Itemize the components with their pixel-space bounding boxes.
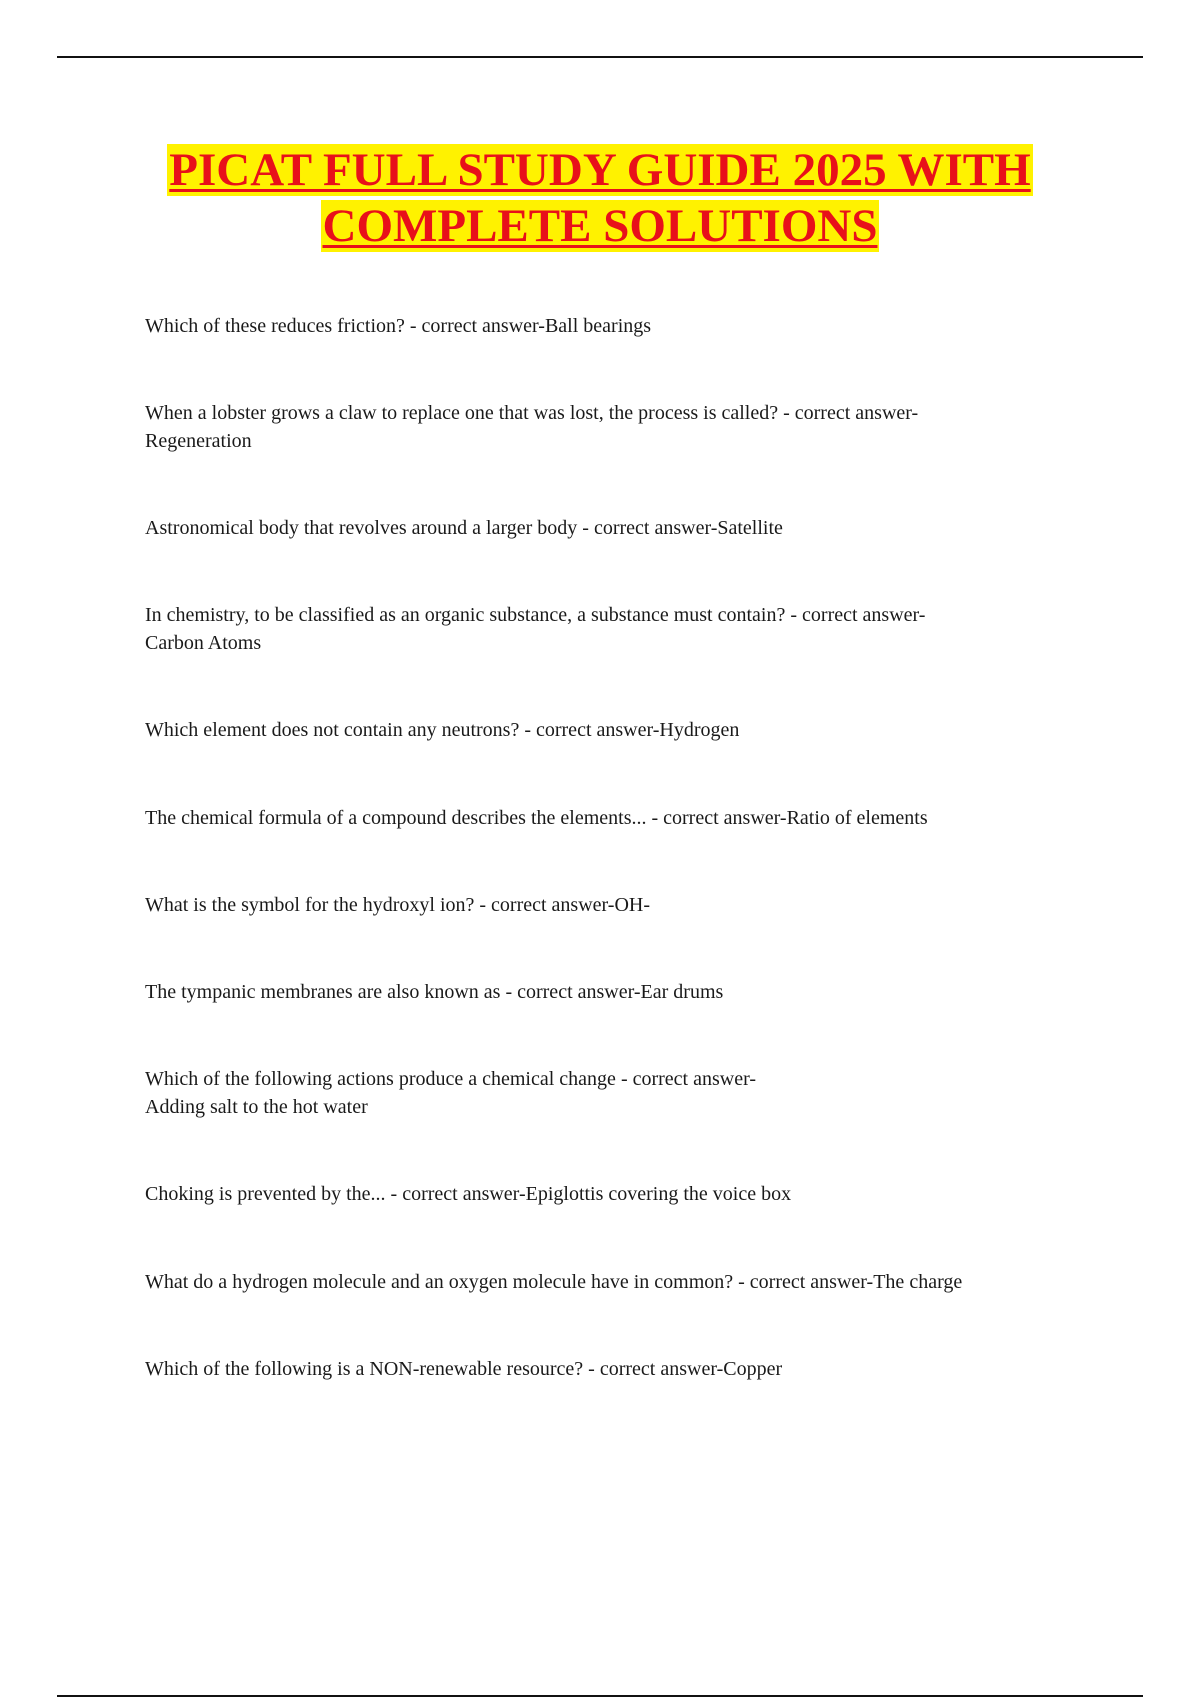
qa-item-3: [145, 514, 1085, 542]
answer-text: OH-: [614, 894, 651, 916]
question-text: Which of these reduces friction?: [145, 315, 405, 337]
answer-text: Hydrogen: [659, 719, 740, 741]
qa-item-10: [145, 1180, 1085, 1208]
question-text: Choking is prevented by the...: [145, 1183, 386, 1205]
qa-item-2: [145, 399, 1085, 455]
answer-separator: - correct answer-: [646, 807, 787, 829]
answer-separator: - correct answer-: [500, 981, 641, 1003]
answer-separator: - correct answer-: [733, 1271, 874, 1293]
top-rule: [57, 56, 1143, 58]
answer-text: The charge: [873, 1271, 963, 1293]
answer-text: Ear drums: [640, 981, 724, 1003]
question-text: Which of the following actions produce a chemical change: [145, 1068, 616, 1090]
question-text: What is the symbol for the hydroxyl ion?: [145, 894, 475, 916]
title-line-1: PICAT FULL STUDY GUIDE 2025 WITH: [169, 144, 1031, 196]
answer-separator: - correct answer-: [385, 1183, 526, 1205]
answer-separator: - correct answer-: [778, 402, 919, 424]
question-text: The chemical formula of a compound describes the elements...: [145, 807, 647, 829]
answer-text: Satellite: [717, 517, 783, 539]
question-text: In chemistry, to be classified as an organic substance, a substance must contain?: [145, 604, 786, 626]
qa-item-1: [145, 312, 1085, 340]
answer-text: Ball bearings: [544, 315, 652, 337]
answer-text: Ratio of elements: [786, 807, 928, 829]
question-text: What do a hydrogen molecule and an oxygen molecule have in common?: [145, 1271, 734, 1293]
question-text: When a lobster grows a claw to replace one that was lost, the process is called?: [145, 402, 779, 424]
qa-item-8: [145, 978, 1085, 1006]
answer-separator: - correct answer-: [474, 894, 615, 916]
answer-separator: - correct answer-: [404, 315, 545, 337]
answer-text: Carbon Atoms: [145, 632, 262, 654]
answer-separator: - correct answer-: [785, 604, 926, 626]
qa-item-9: [145, 1065, 1085, 1121]
question-text: Which of the following is a NON-renewable resource?: [145, 1358, 584, 1380]
qa-item-7: [145, 891, 1085, 919]
question-text: Astronomical body that revolves around a larger body: [145, 517, 578, 539]
answer-separator: - correct answer-: [615, 1068, 757, 1090]
qa-item-4: [145, 601, 1085, 657]
qa-item-6: [145, 804, 1085, 832]
bottom-rule: [57, 1695, 1143, 1697]
qa-item-11: [145, 1268, 1085, 1296]
question-text: The tympanic membranes are also known as: [145, 981, 501, 1003]
qa-item-5: [145, 716, 1085, 744]
answer-text: Regeneration: [145, 430, 252, 452]
answer-text: Copper: [723, 1358, 783, 1380]
question-text: Which element does not contain any neutrons?: [145, 719, 520, 741]
title-line-2: COMPLETE SOLUTIONS: [322, 200, 878, 252]
answer-text: Adding salt to the hot water: [145, 1096, 368, 1118]
answer-separator: - correct answer-: [583, 1358, 724, 1380]
answer-text: Epiglottis covering the voice box: [525, 1183, 792, 1205]
answer-separator: - correct answer-: [519, 719, 660, 741]
document-title: [100, 142, 1100, 254]
qa-item-12: [145, 1355, 1085, 1383]
answer-separator: - correct answer-: [577, 517, 718, 539]
